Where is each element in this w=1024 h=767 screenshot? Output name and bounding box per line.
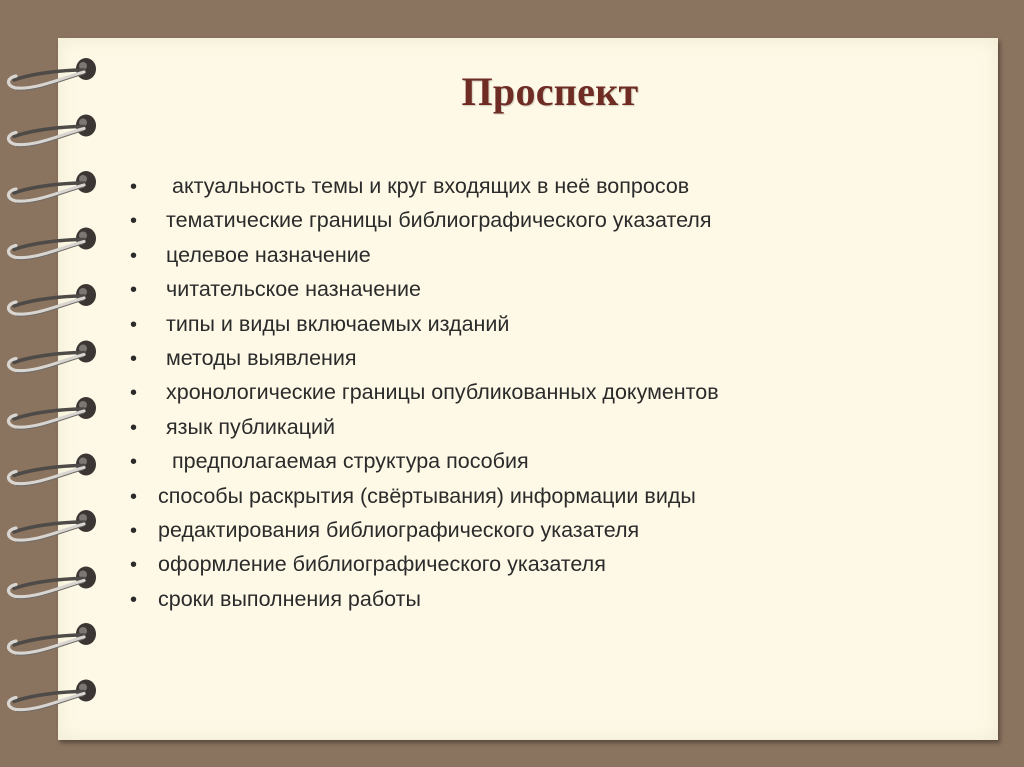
binding-ring (9, 510, 97, 542)
binding-ring (9, 115, 97, 147)
binding-ring (9, 680, 97, 712)
list-item-text: читательское назначение (166, 277, 421, 302)
list-item (124, 238, 719, 272)
list-item-text: методы выявления (166, 345, 357, 370)
bullet-icon: • (130, 313, 138, 336)
list-item-text: актуальность темы и круг входящих в неё вопросов (172, 174, 690, 198)
spiral-binding (0, 0, 110, 767)
slide-title: Проспект (461, 69, 639, 114)
bullet-icon: • (130, 279, 138, 302)
list-item-text: типы и виды включаемых изданий (166, 311, 510, 336)
bullet-icon: • (130, 210, 138, 233)
list-item-text: способы раскрытия (свёртывания) информации виды (158, 483, 696, 508)
bullet-icon: • (130, 554, 138, 577)
list-item (124, 410, 719, 444)
binding-ring (9, 284, 97, 316)
list-item (124, 547, 719, 581)
list-item (124, 203, 719, 237)
list-item (124, 479, 719, 513)
binding-ring (9, 623, 97, 655)
list-item (124, 272, 719, 306)
binding-ring (9, 397, 97, 429)
list-item (124, 307, 719, 341)
bullet-icon: • (130, 416, 138, 439)
list-item-text: сроки выполнения работы (158, 586, 421, 611)
list-item (124, 513, 719, 547)
binding-ring (9, 228, 97, 260)
bullet-icon: • (130, 451, 138, 474)
list-item-text: язык публикаций (166, 414, 336, 439)
binding-ring (9, 171, 97, 203)
list-item-text: хронологические границы опубликованных документов (166, 380, 719, 405)
list-item (124, 582, 719, 616)
bullet-icon: • (130, 176, 138, 198)
bullet-icon: • (130, 519, 138, 542)
binding-ring (9, 567, 97, 599)
bullet-icon: • (130, 382, 138, 405)
bullet-icon: • (130, 347, 138, 370)
list-item (124, 375, 719, 409)
list-item-text: целевое назначение (166, 242, 371, 267)
list-item-text: тематические границы библиографического указателя (166, 208, 712, 233)
binding-ring (9, 454, 97, 486)
bullet-list (124, 169, 719, 616)
bullet-icon: • (130, 244, 138, 267)
bullet-icon: • (130, 485, 138, 508)
list-item (124, 444, 719, 478)
list-item-text: предполагаемая структура пособия (172, 449, 529, 474)
list-item (124, 169, 719, 203)
list-item-text: редактирования библиографического указателя (158, 517, 640, 542)
list-item (124, 341, 719, 375)
list-item-text: оформление библиографического указателя (158, 552, 606, 577)
binding-ring (9, 341, 97, 373)
bullet-icon: • (130, 588, 138, 611)
